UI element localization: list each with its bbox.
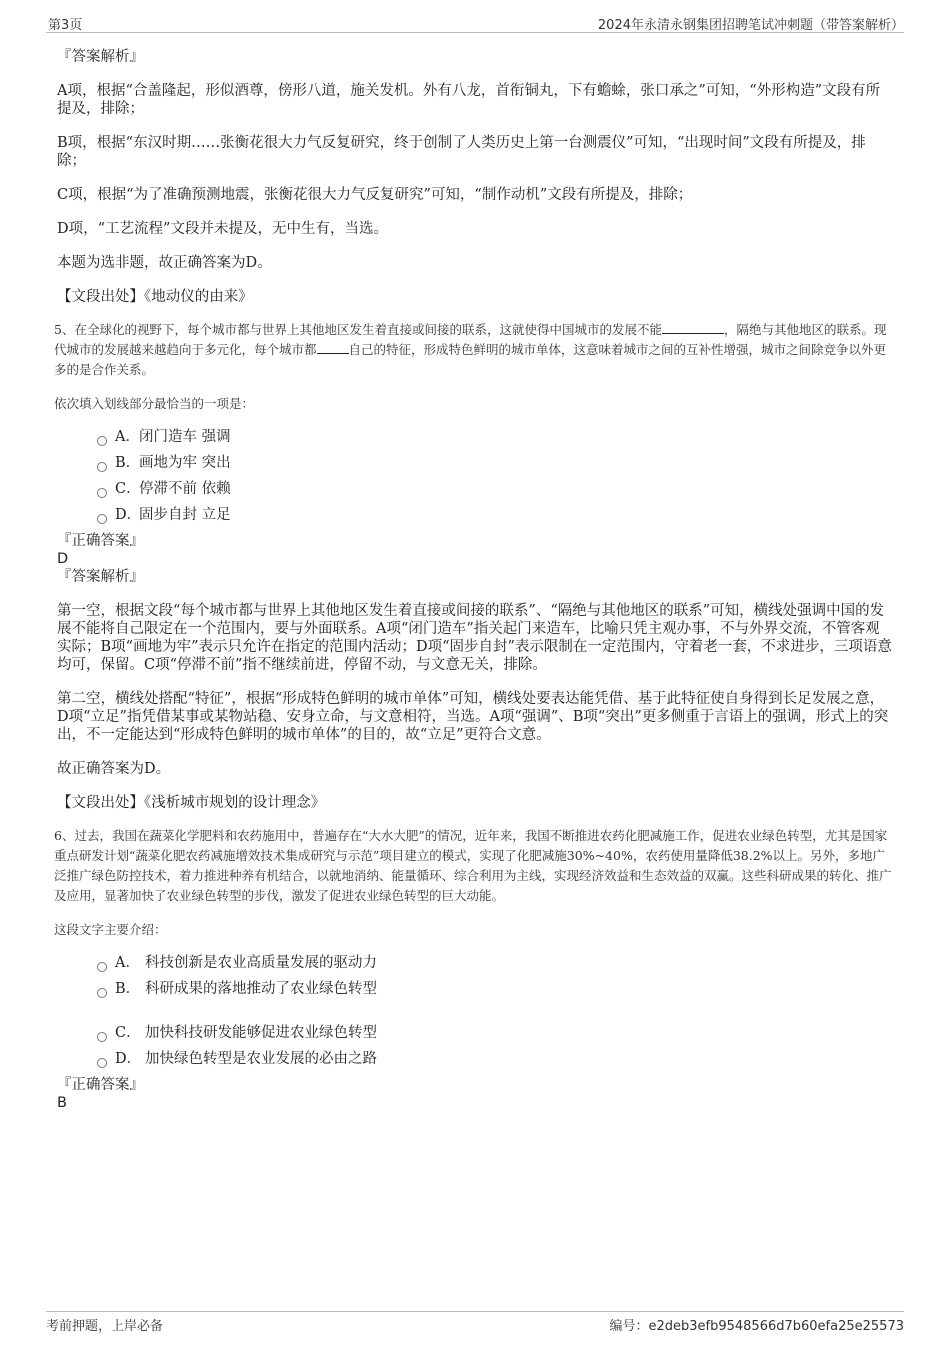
correct-answer: D [57, 551, 69, 567]
question-5-options [97, 428, 893, 532]
page-content [54, 46, 893, 1112]
analysis-paragraph-a: A项，根据“合盖隆起，形似酒尊，傍形八道，施关发机。外有八龙，首衔铜丸，下有蟾蜍，张口承之”可知，“外形构造”文段有所提及，排除； [57, 83, 881, 117]
radio-button[interactable] [97, 436, 107, 446]
question-6-text: 6、过去，我国在蔬菜化学肥料和农药施用中，普遍存在“大水大肥”的情况，近年来，我国不断推进农药化肥减施工作，促进农业绿色转型，尤其是国家重点研发计划“蔬菜化肥农药减施增效技术集成研究与示范”项目建立的模式，实现了化肥减施30%~40%，农药使用量降低38.2%以上。另外，多地广泛推广绿色防控技术，着力推进种养有机结合，以就地消纳、能量循环、综合利用为主线，实现经济效益和生态效益的双赢。这些科研成果的转化、推广及应用，显著加快了农业绿色转型的步伐，激发了促进农业绿色转型的巨大动能。 [54, 828, 892, 903]
option-b[interactable]: B． 画地为牢 突出 [97, 454, 893, 480]
option-d[interactable]: D． 加快绿色转型是农业发展的必由之路 [97, 1050, 893, 1076]
question-6-prompt: 这段文字主要介绍： [54, 922, 167, 937]
conclusion: 本题为选非题，故正确答案为D。 [57, 255, 272, 271]
page-header [46, 14, 904, 33]
analysis-paragraph-c: C项，根据“为了准确预测地震，张衡花很大力气反复研究”可知，“制作动机”文段有所提及，排除； [57, 187, 693, 203]
radio-button[interactable] [97, 514, 107, 524]
option-d[interactable]: D． 固步自封 立足 [97, 506, 893, 532]
source-citation: 【文段出处】《浅析城市规划的设计理念》 [57, 795, 326, 811]
footer-slogan: 考前押题，上岸必备 [46, 1319, 164, 1334]
radio-button[interactable] [97, 1058, 107, 1068]
blank-1 [662, 321, 724, 334]
analysis-label: 『答案解析』 [57, 569, 144, 585]
page-number: 第3页 [48, 18, 83, 33]
correct-answer: B [57, 1095, 67, 1111]
analysis-label: 『答案解析』 [57, 49, 144, 65]
radio-button[interactable] [97, 962, 107, 972]
document-title: 2024年永清永钢集团招聘笔试冲刺题（带答案解析） [597, 18, 904, 33]
blank-2 [317, 341, 349, 354]
analysis-paragraph-1: 第一空，根据文段“每个城市都与世界上其他地区发生着直接或间接的联系”、“隔绝与其他地区的联系”可知，横线处强调中国的发展不能将自己限定在一个范围内，要与外面联系。A项“闭门造车”指关起门来造车，比喻只凭主观办事，不与外界交流，不管客观实际；B项“画地为牢”表示只允许在指定的范围内活动；D项“固步自封”表示限制在一定范围内，守着老一套，不求进步，三项语意均可，保留。C项“停滞不前”指不继续前进，停留不动，与文意无关，排除。 [57, 603, 892, 673]
correct-answer-label: 『正确答案』 [57, 533, 144, 549]
correct-answer-label: 『正确答案』 [57, 1077, 144, 1093]
question-5-text: 5、在全球化的视野下，每个城市都与世界上其他地区发生着直接或间接的联系，这就使得中国城市的发展不能 ，隔绝与其他地区的联系。现代城市的发展越来越趋向于多元化，每个城市都 自己的特征，形成特色鲜明的城市单体，这意味着城市之间的互补性增强，城市之间除竞争以外更多的是合作关系。 [54, 322, 887, 377]
radio-button[interactable] [97, 1032, 107, 1042]
option-b[interactable]: B． 科研成果的落地推动了农业绿色转型 [97, 980, 893, 1024]
option-a[interactable]: A． 科技创新是农业高质量发展的驱动力 [97, 954, 893, 980]
page-footer [46, 1311, 904, 1332]
question-5-prompt: 依次填入划线部分最恰当的一项是： [54, 396, 255, 411]
analysis-paragraph-d: D项，“工艺流程”文段并未提及，无中生有，当选。 [57, 221, 388, 237]
question-6-options [97, 954, 893, 1076]
analysis-paragraph-b: B项，根据“东汉时期……张衡花很大力气反复研究，终于创制了人类历史上第一台测震仪”可知，“出现时间”文段有所提及，排除； [57, 135, 866, 169]
radio-button[interactable] [97, 988, 107, 998]
option-a[interactable]: A． 闭门造车 强调 [97, 428, 893, 454]
source-citation: 【文段出处】《地动仪的由来》 [57, 289, 253, 305]
option-c[interactable]: C． 加快科技研发能够促进农业绿色转型 [97, 1024, 893, 1050]
option-c[interactable]: C． 停滞不前 依赖 [97, 480, 893, 506]
analysis-paragraph-2: 第二空，横线处搭配“特征”，根据“形成特色鲜明的城市单体”可知，横线处要表达能凭借、基于此特征使自身得到长足发展之意，D项“立足”指凭借某事或某物站稳、安身立命，与文意相符，当选。A项“强调”、B项“突出”更多侧重于言语上的强调，形式上的突出，不一定能达到“形成特色鲜明的城市单体”的目的，故“立足”更符合文意。 [57, 691, 889, 743]
radio-button[interactable] [97, 462, 107, 472]
document-id: 编号：e2deb3efb9548566d7b60efa25e25573 [609, 1319, 904, 1334]
radio-button[interactable] [97, 488, 107, 498]
conclusion: 故正确答案为D。 [57, 761, 171, 777]
